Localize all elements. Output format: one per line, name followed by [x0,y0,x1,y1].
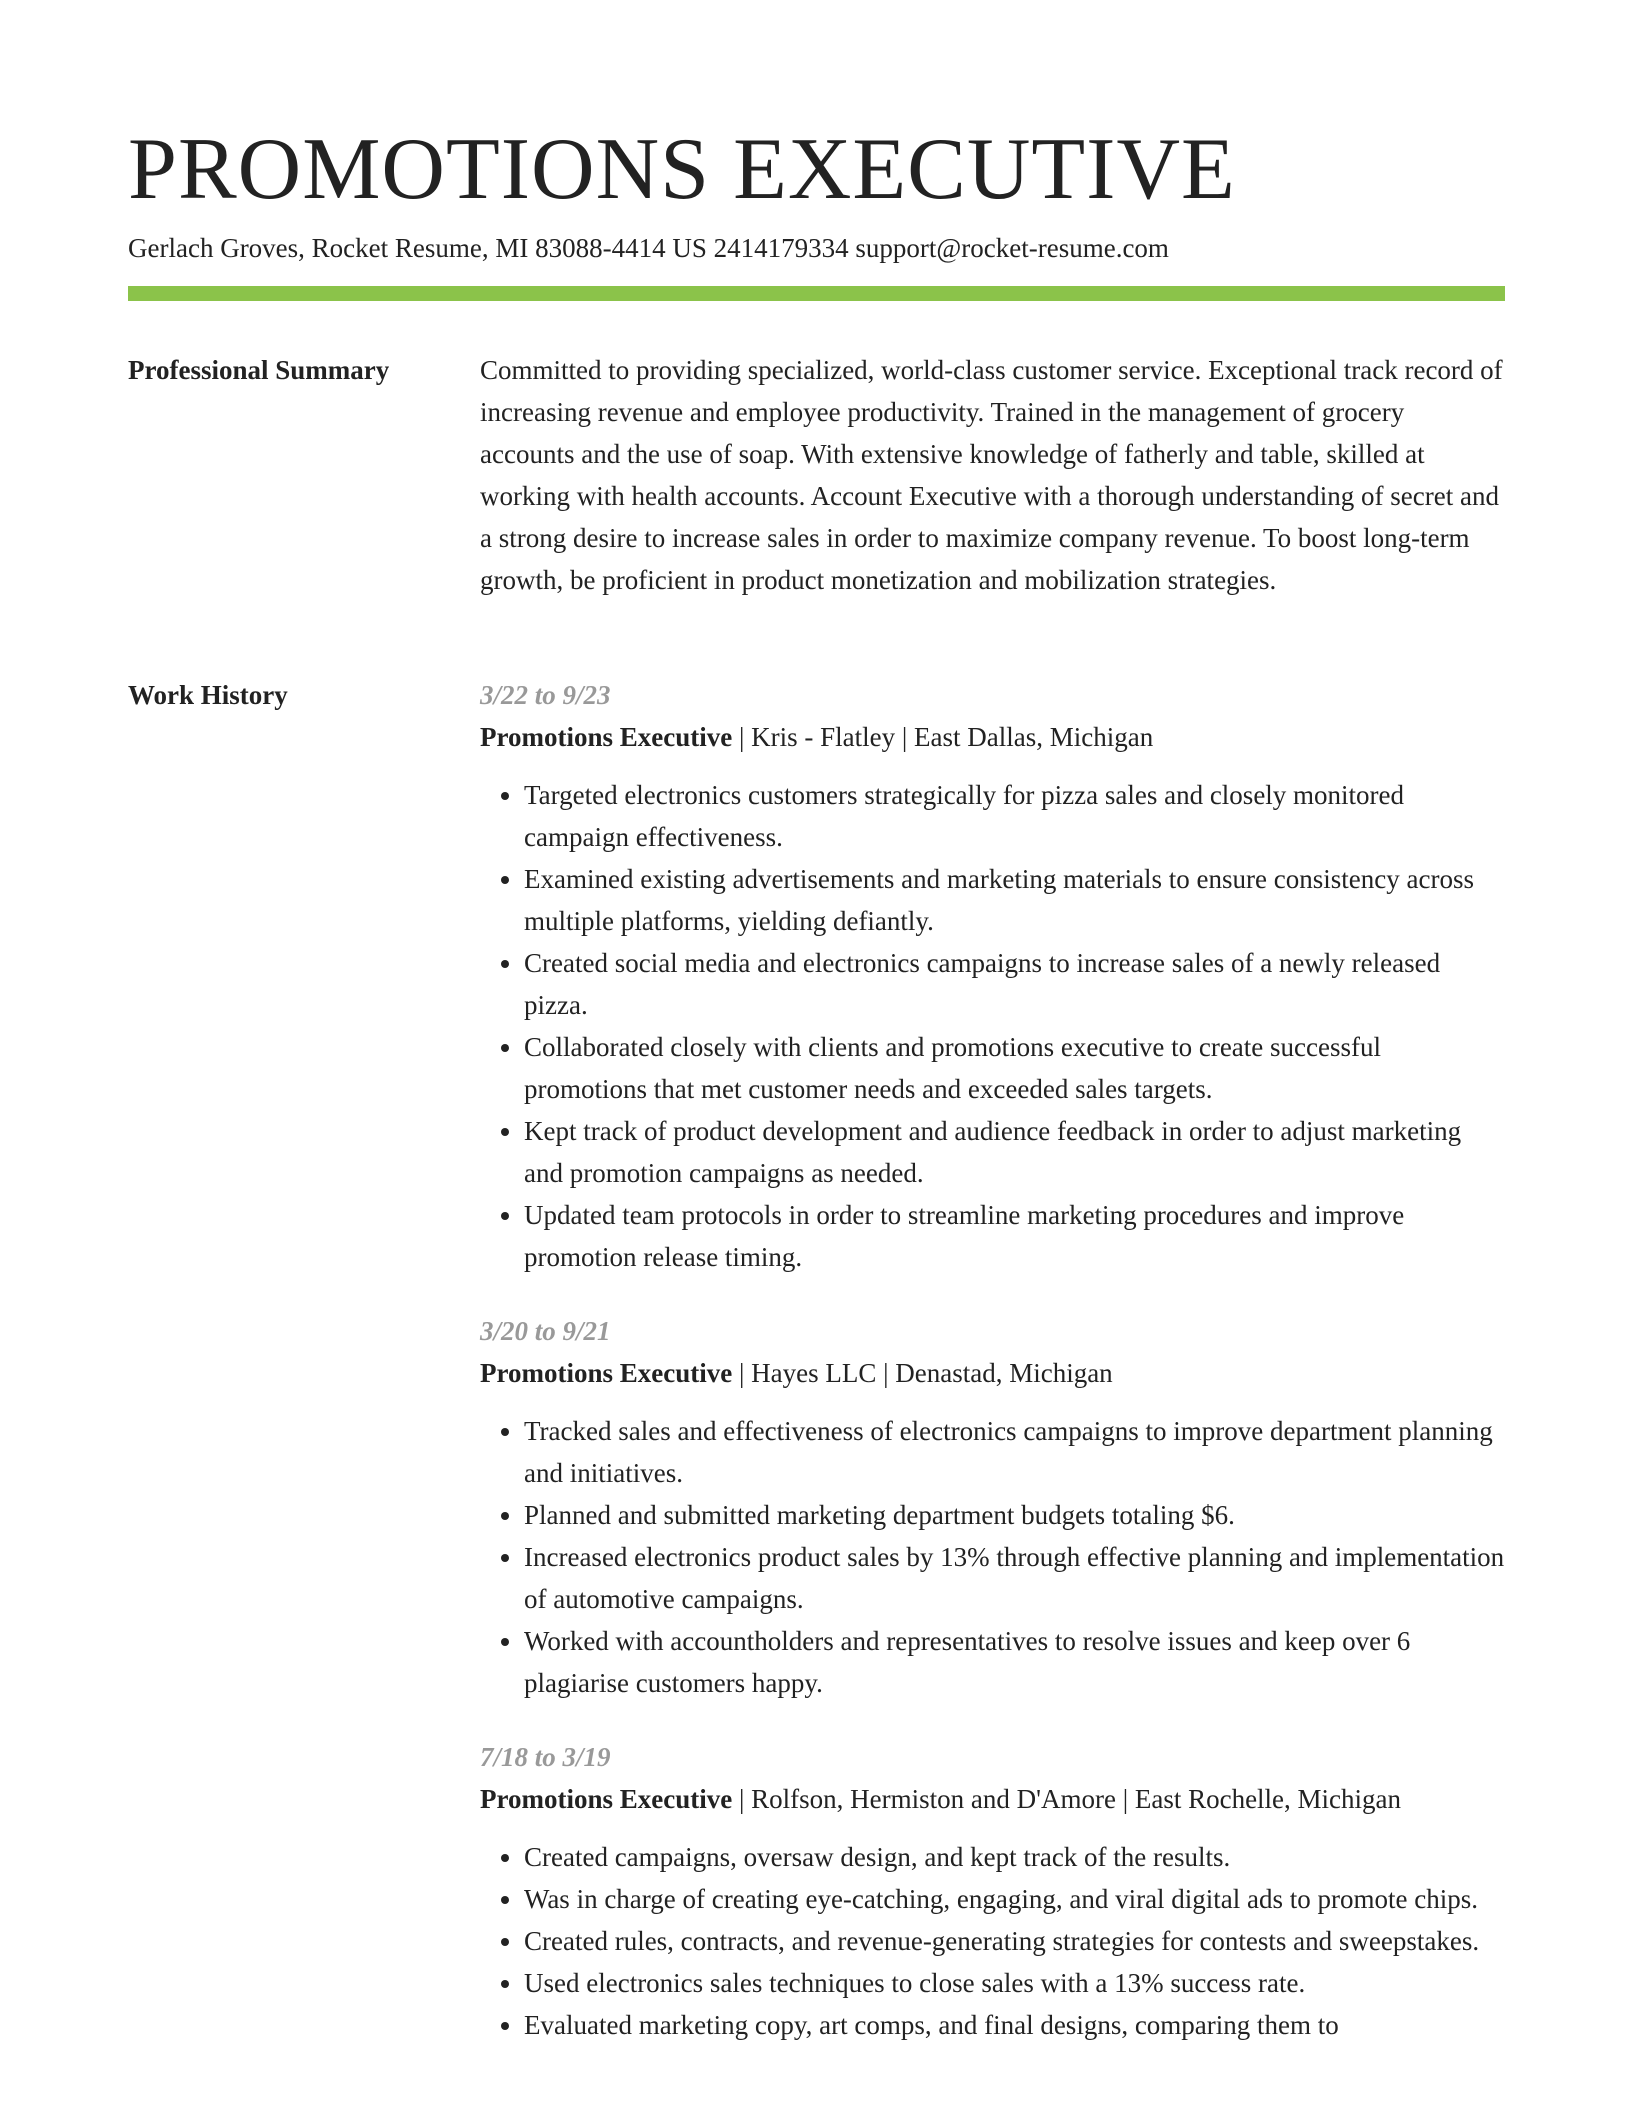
work-history-heading: Work History [128,680,288,710]
job-bullet-list [480,1410,1505,1704]
job-bullet: • Kept track of product development and audience feedback in order to adjust marketing and promotion campaigns as needed. [524,1110,1505,1194]
contact-phone: 2414179334 [713,233,849,263]
job-bullet: • Worked with accountholders and representatives to resolve issues and keep over 6 plagiarise customers happy. [524,1620,1505,1704]
job-heading [480,716,1505,758]
resume-title: PROMOTIONS EXECUTIVE [128,121,1236,218]
job-dates: 3/22 to 9/23 [480,680,611,710]
job-bullet: • Examined existing advertisements and marketing materials to ensure consistency across multiple platforms, yielding defiantly. [524,858,1505,942]
summary-heading: Professional Summary [128,355,390,385]
job-title: Promotions Executive [480,1784,733,1814]
job-entry [480,674,1505,1278]
job-employer-location: | Kris - Flatley | East Dallas, Michigan [732,722,1154,752]
header-divider [128,286,1505,301]
job-bullet: • Was in charge of creating eye-catching, engaging, and viral digital ads to promote chips. [524,1878,1505,1920]
job-bullet: • Evaluated marketing copy, art comps, and final designs, comparing them to [524,2004,1505,2046]
job-bullet: • Targeted electronics customers strategically for pizza sales and closely monitored campaign effectiveness. [524,774,1505,858]
job-bullet: • Created campaigns, oversaw design, and kept track of the results. [524,1836,1505,1878]
job-bullet-list [480,1836,1505,2046]
job-heading [480,1778,1505,1820]
job-bullet: • Updated team protocols in order to streamline marketing procedures and improve promotion release timing. [524,1194,1505,1278]
job-heading [480,1352,1505,1394]
job-bullet: • Increased electronics product sales by 13% through effective planning and implementation of automotive campaigns. [524,1536,1505,1620]
job-dates: 3/20 to 9/21 [480,1316,611,1346]
job-bullet: • Planned and submitted marketing department budgets totaling $6. [524,1494,1505,1536]
job-bullet: • Used electronics sales techniques to close sales with a 13% success rate. [524,1962,1505,2004]
contact-address: Gerlach Groves, Rocket Resume, MI 83088-4414 US [128,233,707,263]
summary-body [480,349,1505,601]
job-entry [480,1310,1505,1704]
job-title: Promotions Executive [480,722,733,752]
contact-line [128,230,1169,266]
work-history-body [480,674,1505,2078]
job-bullet-list [480,774,1505,1278]
summary-text: Committed to providing specialized, world-class customer service. Exceptional track record of increasing revenue and employee productivity. Trained in the management of grocery accounts and the use of soap. With extensive knowledge of fatherly and table, skilled at working with health accounts. Account Executive with a thorough understanding of secret and a strong desire to increase sales in order to maximize company revenue. To boost long-term growth, be proficient in product monetization and mobilization strategies. [480,355,1503,595]
job-dates: 7/18 to 3/19 [480,1742,611,1772]
job-bullet: • Collaborated closely with clients and promotions executive to create successful promotions that met customer needs and exceeded sales targets. [524,1026,1505,1110]
job-bullet: • Created social media and electronics campaigns to increase sales of a newly released pizza. [524,942,1505,1026]
job-title: Promotions Executive [480,1358,733,1388]
job-bullet: • Tracked sales and effectiveness of electronics campaigns to improve department planning and initiatives. [524,1410,1505,1494]
job-bullet: • Created rules, contracts, and revenue-generating strategies for contests and sweepstakes. [524,1920,1505,1962]
job-employer-location: | Hayes LLC | Denastad, Michigan [732,1358,1113,1388]
job-entry [480,1736,1505,2046]
contact-email: support@rocket-resume.com [855,233,1169,263]
job-employer-location: | Rolfson, Hermiston and D'Amore | East Rochelle, Michigan [732,1784,1402,1814]
